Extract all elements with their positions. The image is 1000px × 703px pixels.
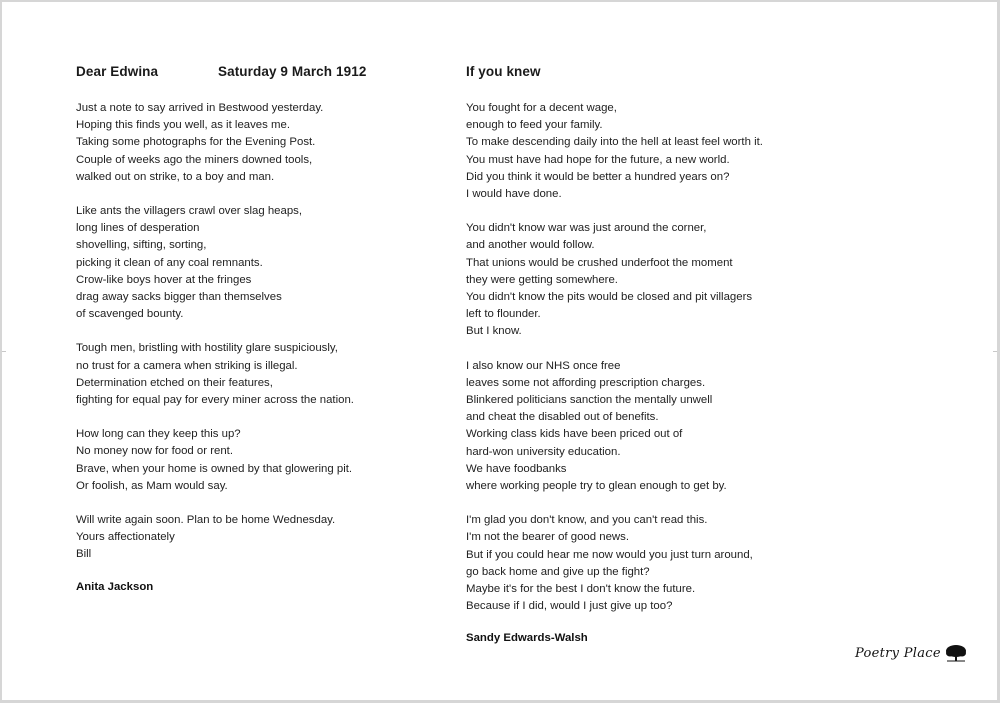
- poem-line: Like ants the villagers crawl over slag heaps,: [76, 205, 303, 218]
- poem-line: walked out on strike, to a boy and man.: [76, 170, 275, 183]
- right-poem-header: [466, 64, 826, 84]
- right-poem-body: [466, 100, 826, 615]
- poem-author: Anita Jackson: [76, 580, 154, 593]
- stanza: [76, 512, 416, 564]
- poem-line: Just a note to say arrived in Bestwood yesterday.: [76, 102, 324, 114]
- poem-line: shovelling, sifting, sorting,: [76, 239, 207, 252]
- poem-line: Couple of weeks ago the miners downed tools,: [76, 153, 313, 166]
- poem-line: and another would follow.: [466, 239, 595, 252]
- poem-author: Sandy Edwards-Walsh: [466, 632, 588, 645]
- poem-line: Tough men, bristling with hostility glare suspiciously,: [76, 342, 338, 355]
- poem-line: picking it clean of any coal remnants.: [76, 256, 263, 269]
- poem-line: I would have done.: [466, 188, 562, 201]
- poem-line: You fought for a decent wage,: [466, 102, 617, 114]
- stanza: [466, 358, 826, 496]
- poem-line: they were getting somewhere.: [466, 273, 618, 286]
- stanza: [466, 220, 826, 340]
- poem-line: No money now for food or rent.: [76, 445, 234, 458]
- stanza: [466, 512, 826, 615]
- poem-line: Maybe it's for the best I don't know the future.: [466, 583, 696, 596]
- poem-line: You must have had hope for the future, a new world.: [466, 153, 730, 166]
- poem-line: Crow-like boys hover at the fringes: [76, 273, 252, 286]
- stanza: [76, 340, 416, 409]
- right-poem: [466, 64, 826, 644]
- poem-title: If you knew: [466, 64, 541, 79]
- poem-line: Or foolish, as Mam would say.: [76, 479, 228, 492]
- poem-line: You didn't know war was just around the corner,: [466, 222, 707, 235]
- letter-date: Saturday 9 March 1912: [218, 64, 367, 79]
- poem-line: long lines of desperation: [76, 222, 200, 235]
- left-poem-body: [76, 100, 416, 564]
- poem-line: fighting for equal pay for every miner across the nation.: [76, 394, 354, 407]
- poem-line: drag away sacks bigger than themselves: [76, 291, 282, 304]
- poem-line: left to flounder.: [466, 308, 541, 321]
- poem-line: Blinkered politicians sanction the mentally unwell: [466, 394, 713, 407]
- poem-line: no trust for a camera when striking is illegal.: [76, 359, 298, 372]
- poem-line: But if you could hear me now would you just turn around,: [466, 548, 753, 561]
- poem-line: I also know our NHS once free: [466, 359, 621, 372]
- poem-line: Will write again soon. Plan to be home Wednesday.: [76, 514, 336, 527]
- poem-line: Yours affectionately: [76, 531, 175, 544]
- stanza: [76, 426, 416, 495]
- poem-line: Bill: [76, 548, 92, 561]
- poem-line: Taking some photographs for the Evening Post.: [76, 136, 316, 149]
- poem-line: We have foodbanks: [466, 462, 567, 475]
- poem-line: leaves some not affording prescription charges.: [466, 376, 706, 389]
- poem-title: Dear Edwina: [76, 64, 159, 79]
- poem-line: of scavenged bounty.: [76, 308, 184, 321]
- poem-line: Brave, when your home is owned by that glowering pit.: [76, 462, 353, 475]
- poem-line: Working class kids have been priced out of: [466, 428, 683, 441]
- left-poem-header: [76, 64, 416, 84]
- poem-line: Determination etched on their features,: [76, 376, 273, 389]
- poem-line: How long can they keep this up?: [76, 428, 241, 441]
- poem-line: go back home and give up the fight?: [466, 565, 650, 578]
- logo-text: Poetry Place: [855, 645, 941, 661]
- poetry-place-logo: [855, 644, 967, 662]
- poem-line: That unions would be crushed underfoot the moment: [466, 256, 733, 269]
- stanza: [76, 100, 416, 186]
- poem-line: hard-won university education.: [466, 445, 621, 458]
- stanza: [466, 100, 826, 203]
- poem-line: I'm not the bearer of good news.: [466, 531, 630, 544]
- poem-line: Because if I did, would I just give up too?: [466, 600, 673, 613]
- document-page: [2, 2, 997, 700]
- poem-line: enough to feed your family.: [466, 119, 603, 132]
- left-poem: [76, 64, 416, 593]
- poem-line: where working people try to glean enough to get by.: [466, 480, 727, 493]
- poem-line: Did you think it would be better a hundred years on?: [466, 170, 730, 183]
- poem-line: To make descending daily into the hell at least feel worth it.: [466, 136, 763, 149]
- crop-mark: [2, 351, 6, 352]
- tree-icon: [945, 644, 967, 662]
- poem-line: I'm glad you don't know, and you can't read this.: [466, 514, 708, 527]
- poem-line: You didn't know the pits would be closed and pit villagers: [466, 291, 753, 304]
- crop-mark: [993, 351, 997, 352]
- poem-line: and cheat the disabled out of benefits.: [466, 411, 659, 424]
- poem-line: But I know.: [466, 325, 522, 338]
- stanza: [76, 203, 416, 323]
- poem-line: Hoping this finds you well, as it leaves me.: [76, 119, 290, 132]
